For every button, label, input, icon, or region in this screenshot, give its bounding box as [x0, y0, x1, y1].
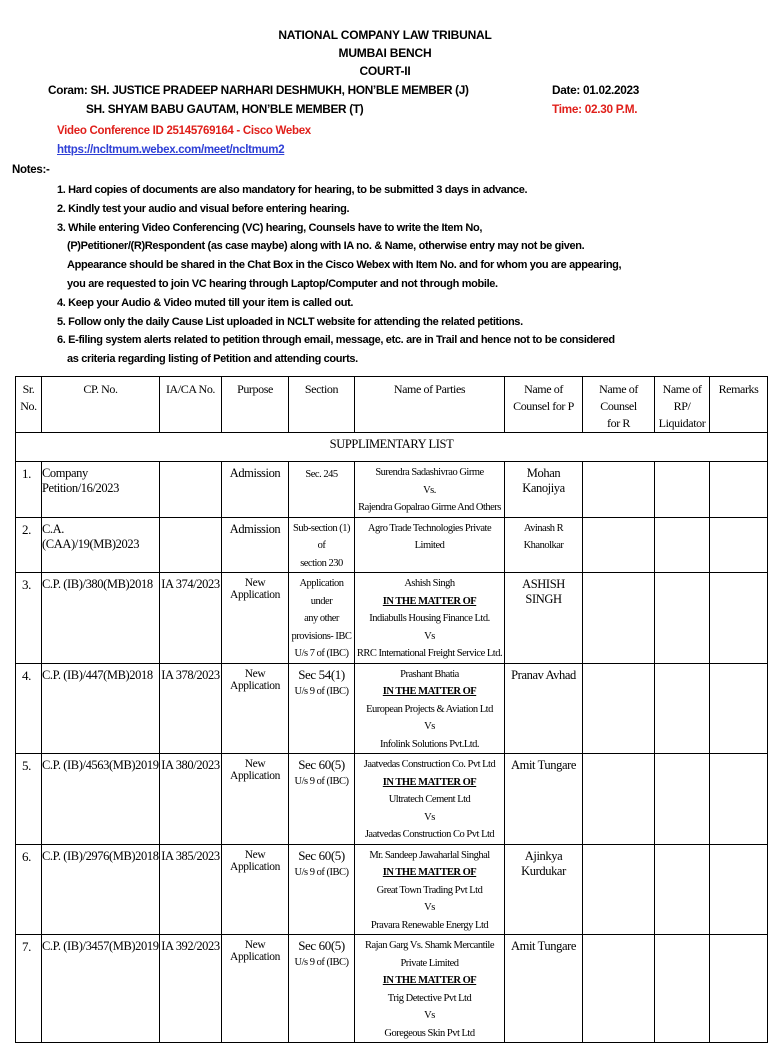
supplementary-label: SUPPLIMENTARY LIST: [16, 433, 768, 462]
row-remarks: [710, 573, 768, 664]
row-ia-no: IA 392/2023: [160, 935, 222, 1043]
table-row: [16, 754, 768, 845]
row-remarks: [710, 935, 768, 1043]
table-row: [16, 844, 768, 935]
row-cp-no: C.P. (IB)/447(MB)2018: [42, 663, 160, 754]
row-rp: [655, 844, 710, 935]
row-section: Sec 60(5) U/s 9 of (IBC): [289, 754, 355, 845]
row-counsel-p: Mohan Kanojiya: [505, 462, 583, 518]
col-parties: Name of Parties: [355, 377, 505, 433]
row-counsel-p: ASHISH SINGH: [505, 573, 583, 664]
col-section: Section: [289, 377, 355, 433]
court-title: COURT-II: [359, 64, 411, 78]
table-row: [16, 573, 768, 664]
coram-line-1: Coram: SH. JUSTICE PRADEEP NARHARI DESHMUKH, HON’BLE MEMBER (J): [48, 83, 469, 97]
table-header-row: [16, 377, 768, 433]
row-parties: Jaatvedas Construction Co. Pvt Ltd IN THE MATTER OF Ultratech Cement Ltd Vs Jaatvedas Construction Co Pvt Ltd: [355, 754, 505, 845]
row-ia-no: IA 374/2023: [160, 573, 222, 664]
row-rp: [655, 462, 710, 518]
col-purpose: Purpose: [222, 377, 289, 433]
row-sr: 1.: [16, 462, 42, 518]
row-section: Sub-section (1) of section 230: [289, 517, 355, 573]
row-ia-no: [160, 462, 222, 518]
row-section: Sec 60(5) U/s 9 of (IBC): [289, 844, 355, 935]
note-line: 1. Hard copies of documents are also mandatory for hearing, to be submitted 3 days in advance.: [57, 184, 528, 196]
row-rp: [655, 517, 710, 573]
hearing-date: Date: 01.02.2023: [552, 83, 640, 97]
row-counsel-p: Amit Tungare: [505, 935, 583, 1043]
row-counsel-r: [583, 573, 655, 664]
row-section: Sec 54(1) U/s 9 of (IBC): [289, 663, 355, 754]
hearing-time: Time: 02.30 P.M.: [552, 102, 638, 116]
note-line: 3. While entering Video Conferencing (VC) hearing, Counsels have to write the Item No,: [57, 221, 483, 234]
table-row: [16, 663, 768, 754]
row-parties: Prashant Bhatia IN THE MATTER OF European Projects & Aviation Ltd Vs Infolink Solutions Pvt.Ltd.: [355, 663, 505, 754]
row-counsel-r: [583, 462, 655, 518]
col-sr: Sr. No.: [16, 377, 42, 433]
col-counsel-p: Name of Counsel for P: [505, 377, 583, 433]
row-section: Sec. 245: [289, 462, 355, 518]
row-counsel-p: Amit Tungare: [505, 754, 583, 845]
row-remarks: [710, 754, 768, 845]
row-parties: Rajan Garg Vs. Shamk Mercantile Private Limited IN THE MATTER OF Trig Detective Pvt Ltd Vs Goregeous Skin Pvt Ltd: [355, 935, 505, 1043]
col-rp: Name of RP/ Liquidator: [655, 377, 710, 433]
row-cp-no: C.P. (IB)/4563(MB)2019: [42, 754, 160, 845]
row-counsel-r: [583, 935, 655, 1043]
row-ia-no: IA 380/2023: [160, 754, 222, 845]
col-remarks: Remarks: [710, 377, 768, 433]
note-line: 4. Keep your Audio & Video muted till your item is called out.: [57, 296, 354, 309]
row-cp-no: C.P. (IB)/3457(MB)2019: [42, 935, 160, 1043]
row-purpose: New Application: [222, 935, 289, 1043]
row-purpose: Admission: [222, 462, 289, 518]
row-section: Application under any other provisions- IBC U/s 7 of (IBC): [289, 573, 355, 664]
row-remarks: [710, 844, 768, 935]
row-sr: 2.: [16, 517, 42, 573]
vc-id: Video Conference ID 25145769164 - Cisco Webex: [57, 125, 311, 137]
row-purpose: New Application: [222, 663, 289, 754]
row-parties: Surendra Sadashivrao Girme Vs. Rajendra Gopalrao Girme And Others: [355, 462, 505, 518]
row-cp-no: C.P. (IB)/2976(MB)2018: [42, 844, 160, 935]
row-counsel-r: [583, 754, 655, 845]
row-sr: 3.: [16, 573, 42, 664]
note-line: as criteria regarding listing of Petition and attending courts.: [67, 353, 358, 366]
col-cp-no: CP. No.: [42, 377, 160, 433]
row-remarks: [710, 517, 768, 573]
notes-list: [57, 181, 621, 369]
row-parties: Ashish Singh IN THE MATTER OF Indiabulls Housing Finance Ltd. Vs RRC International Freight Service Ltd.: [355, 573, 505, 664]
row-ia-no: IA 378/2023: [160, 663, 222, 754]
table-row: [16, 462, 768, 518]
row-remarks: [710, 462, 768, 518]
cause-list-table: [15, 376, 768, 1043]
col-ia-no: IA/CA No.: [160, 377, 222, 433]
row-parties: Mr. Sandeep Jawaharlal Singhal IN THE MATTER OF Great Town Trading Pvt Ltd Vs Pravara Renewable Energy Ltd: [355, 844, 505, 935]
note-line: you are requested to join VC hearing through Laptop/Computer and not through mobile.: [67, 277, 498, 290]
note-line: 2. Kindly test your audio and visual before entering hearing.: [57, 202, 350, 215]
row-counsel-p: Ajinkya Kurdukar: [505, 844, 583, 935]
table-row: [16, 517, 768, 573]
row-rp: [655, 573, 710, 664]
row-counsel-p: Pranav Avhad: [505, 663, 583, 754]
row-purpose: New Application: [222, 844, 289, 935]
row-parties: Agro Trade Technologies Private Limited: [355, 517, 505, 573]
row-rp: [655, 663, 710, 754]
supplementary-row: [16, 433, 768, 462]
row-purpose: Admission: [222, 517, 289, 573]
vc-link[interactable]: https://ncltmum.webex.com/meet/ncltmum2: [57, 144, 285, 156]
note-line: 5. Follow only the daily Cause List uploaded in NCLT website for attending the related petitions.: [57, 315, 523, 328]
note-line: Appearance should be shared in the Chat Box in the Cisco Webex with Item No. and for whom you are appearing,: [67, 259, 622, 272]
row-counsel-r: [583, 517, 655, 573]
table-row: [16, 935, 768, 1043]
row-counsel-p: Avinash R Khanolkar: [505, 517, 583, 573]
row-ia-no: [160, 517, 222, 573]
coram-line-2: SH. SHYAM BABU GAUTAM, HON’BLE MEMBER (T): [86, 102, 364, 116]
row-rp: [655, 754, 710, 845]
row-sr: 4.: [16, 663, 42, 754]
row-sr: 6.: [16, 844, 42, 935]
row-cp-no: C.P. (IB)/380(MB)2018: [42, 573, 160, 664]
row-ia-no: IA 385/2023: [160, 844, 222, 935]
note-line: 6. E-filing system alerts related to petition through email, message, etc. are in Trail and hence not to be considered: [57, 334, 615, 347]
bench-title: MUMBAI BENCH: [338, 46, 432, 60]
row-purpose: New Application: [222, 754, 289, 845]
row-cp-no: Company Petition/16/2023: [42, 462, 160, 518]
row-remarks: [710, 663, 768, 754]
row-rp: [655, 935, 710, 1043]
row-counsel-r: [583, 663, 655, 754]
row-cp-no: C.A.(CAA)/19(MB)2023: [42, 517, 160, 573]
row-sr: 5.: [16, 754, 42, 845]
row-purpose: New Application: [222, 573, 289, 664]
col-counsel-r: Name of Counsel for R: [583, 377, 655, 433]
row-counsel-r: [583, 844, 655, 935]
notes-title: Notes:-: [12, 164, 50, 176]
note-line: (P)Petitioner/(R)Respondent (as case maybe) along with IA no. & Name, otherwise entry may not be given.: [67, 240, 585, 253]
row-section: Sec 60(5) U/s 9 of (IBC): [289, 935, 355, 1043]
row-sr: 7.: [16, 935, 42, 1043]
tribunal-title: NATIONAL COMPANY LAW TRIBUNAL: [278, 28, 492, 42]
